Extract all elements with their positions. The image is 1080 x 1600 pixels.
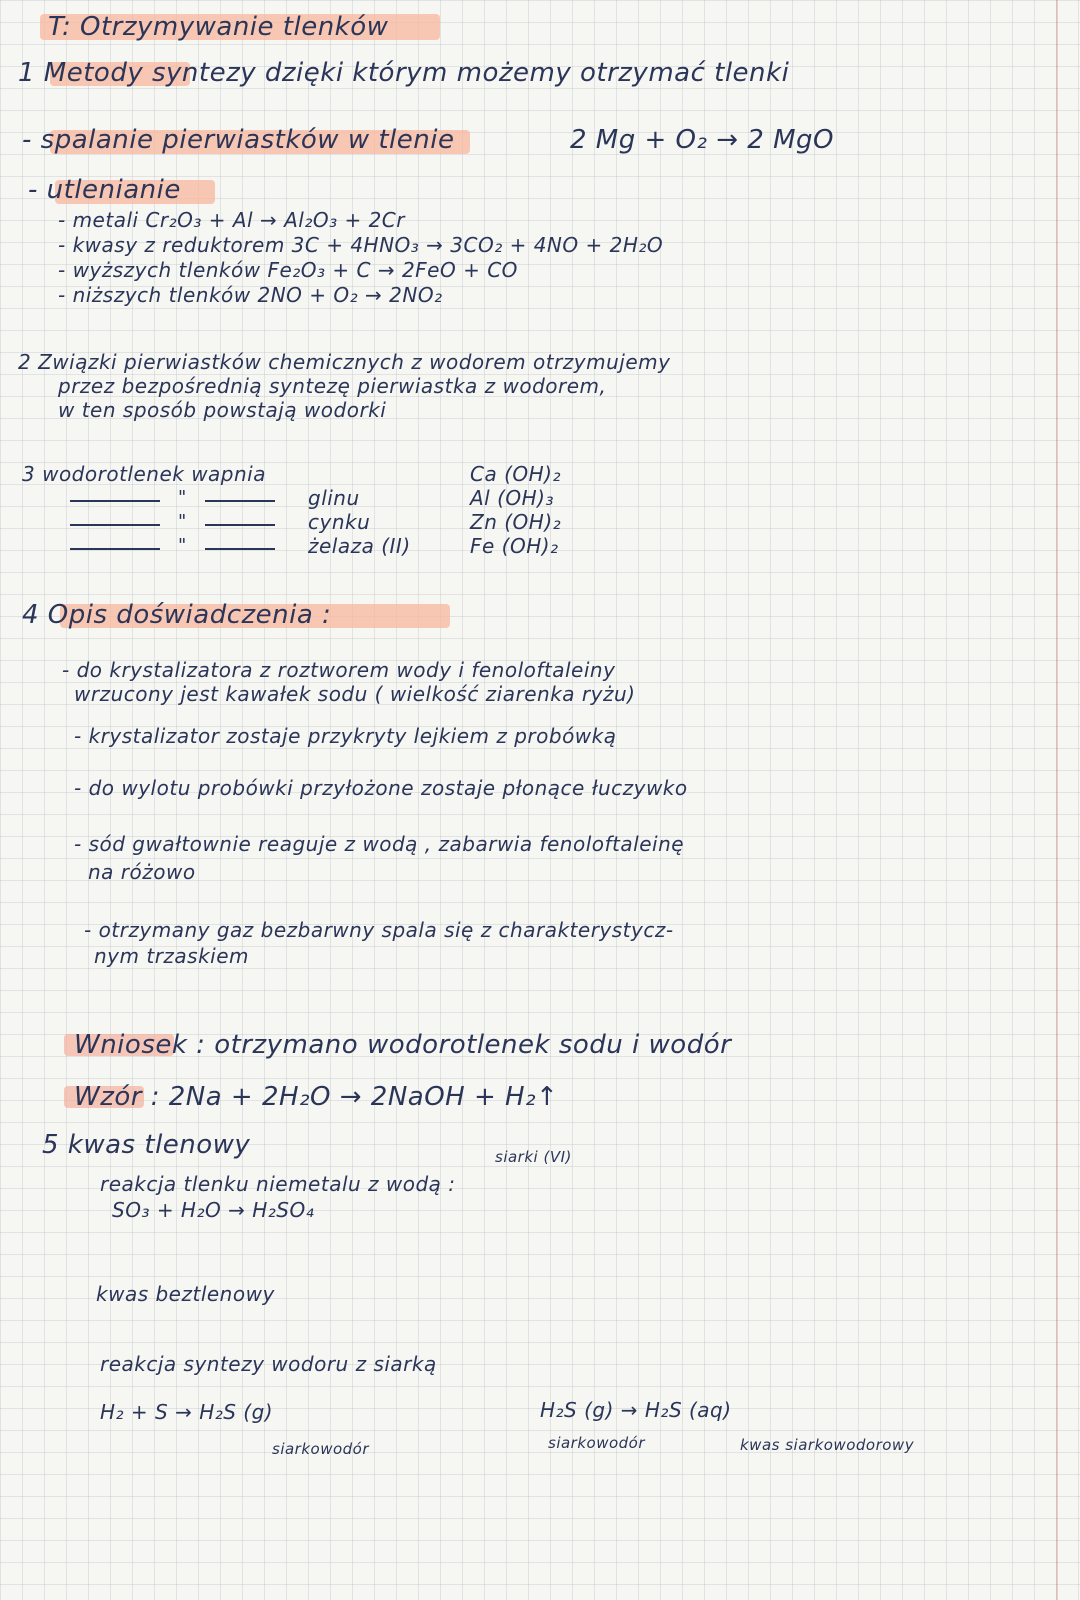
burning-method: - spalanie pierwiastków w tlenie — [22, 125, 455, 155]
step-4-line-1: - sód gwałtownie reaguje z wodą , zabarwia fenoloftaleinę — [74, 832, 685, 856]
step-2: - krystalizator zostaje przykryty lejkiem z probówką — [74, 724, 617, 748]
page-margin-line — [1056, 0, 1058, 1600]
ditto-dash — [70, 524, 160, 526]
hydroxide-row-3-label: cynku — [308, 510, 371, 534]
section-2-line-3: w ten sposób powstają wodorki — [58, 398, 387, 422]
step-1-line-1: - do krystalizatora z roztworem wody i fenoloftaleiny — [62, 658, 616, 682]
ditto-dash — [205, 524, 275, 526]
ditto-dash — [70, 548, 160, 550]
ditto-dash — [70, 500, 160, 502]
dissolution-label-right: kwas siarkowodorowy — [740, 1436, 915, 1454]
ditto-mark: " — [178, 487, 187, 508]
sulfur-note: siarki (VI) — [495, 1148, 572, 1166]
hydroxide-row-4-label: żelaza (II) — [308, 534, 411, 558]
ditto-dash — [205, 548, 275, 550]
hydrogen-sulfide-label: siarkowodór — [272, 1440, 370, 1458]
synthesis-description: reakcja syntezy wodoru z siarką — [100, 1352, 437, 1376]
step-1-line-2: wrzucony jest kawałek sodu ( wielkość ziarenka ryżu) — [74, 682, 636, 706]
hydroxide-row-3-formula: Zn (OH)₂ — [470, 510, 562, 534]
hydroxide-row-2-label: glinu — [308, 486, 360, 510]
hydroxide-row-2-formula: Al (OH)₃ — [470, 486, 554, 510]
anoxy-acid-heading: kwas beztlenowy — [96, 1282, 275, 1306]
dissolution-equation: H₂S (g) → H₂S (aq) — [540, 1398, 732, 1422]
ditto-mark: " — [178, 535, 187, 556]
ditto-dash — [205, 500, 275, 502]
hydroxide-row-4-formula: Fe (OH)₂ — [470, 534, 559, 558]
hydroxide-row-1-label: 3 wodorotlenek wapnia — [22, 462, 266, 486]
oxidation-method: - utlenianie — [28, 175, 181, 205]
hydrogen-sulfide-equation: H₂ + S → H₂S (g) — [100, 1400, 274, 1424]
hydroxide-row-1-formula: Ca (OH)₂ — [470, 462, 561, 486]
section-5-heading: 5 kwas tlenowy — [42, 1130, 251, 1160]
higher-oxides-line: - wyższych tlenków Fe₂O₃ + C → 2FeO + CO — [58, 258, 518, 282]
conclusion: Wniosek : otrzymano wodorotlenek sodu i wodór — [74, 1030, 732, 1060]
reaction-formula: Wzór : 2Na + 2H₂O → 2NaOH + H₂↑ — [74, 1082, 559, 1112]
burning-equation: 2 Mg + O₂ → 2 MgO — [570, 125, 834, 155]
page-title: T: Otrzymywanie tlenków — [48, 12, 389, 42]
section-1-heading: 1 Metody syntezy dzięki którym możemy otrzymać tlenki — [18, 58, 790, 88]
section-4-heading: 4 Opis doświadczenia : — [22, 600, 332, 630]
step-5-line-2: nym trzaskiem — [94, 944, 250, 968]
step-3: - do wylotu probówki przyłożone zostaje płonące łuczywko — [74, 776, 688, 800]
metals-line: - metali Cr₂O₃ + Al → Al₂O₃ + 2Cr — [58, 208, 405, 232]
sulfuric-acid-equation: SO₃ + H₂O → H₂SO₄ — [112, 1198, 315, 1222]
section-2-line-1: 2 Związki pierwiastków chemicznych z wodorem otrzymujemy — [18, 350, 671, 374]
lower-oxides-line: - niższych tlenków 2NO + O₂ → 2NO₂ — [58, 283, 443, 307]
ditto-mark: " — [178, 511, 187, 532]
acids-line: - kwasy z reduktorem 3C + 4HNO₃ → 3CO₂ + 4NO + 2H₂O — [58, 233, 664, 257]
dissolution-label-left: siarkowodór — [548, 1434, 646, 1452]
step-5-line-1: - otrzymany gaz bezbarwny spala się z charakterystycz- — [84, 918, 674, 942]
section-2-line-2: przez bezpośrednią syntezę pierwiastka z wodorem, — [58, 374, 607, 398]
oxyacid-description: reakcja tlenku niemetalu z wodą : — [100, 1172, 456, 1196]
step-4-line-2: na różowo — [88, 860, 196, 884]
